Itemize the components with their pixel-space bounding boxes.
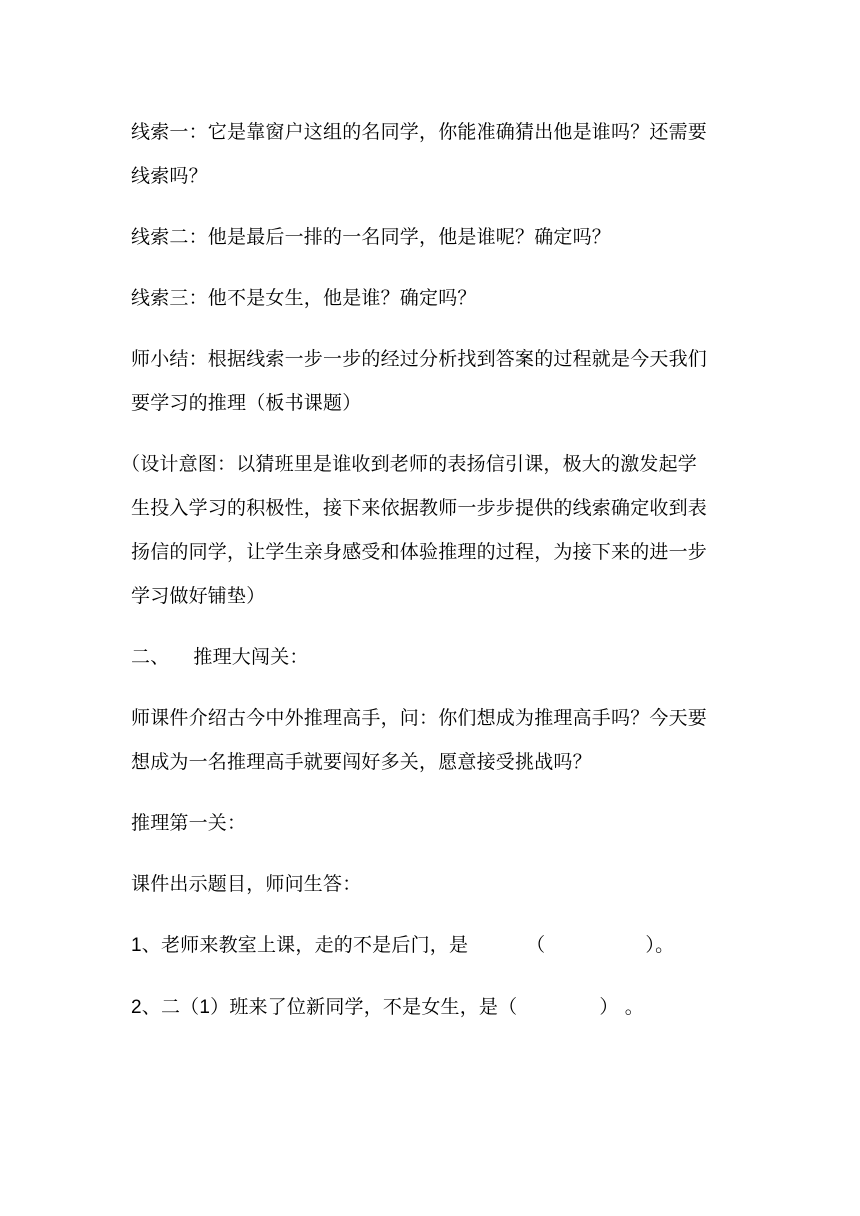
level-1-text: 推理第一关： <box>131 812 247 834</box>
section-2-number: 二、 <box>131 646 170 668</box>
question-1-text: 1、老师来教室上课，走的不是后门，是 <box>131 935 469 956</box>
question-2 <box>131 985 743 1030</box>
summary-line-2: 要学习的推理（板书课题） <box>131 392 362 414</box>
courseware-instruction <box>131 862 743 906</box>
design-line-2: 生投入学习的积极性，接下来依据教师一步步提供的线索确定收到表 <box>131 497 708 519</box>
intro-line-1: 师课件介绍古今中外推理高手，问：你们想成为推理高手吗？今天要 <box>131 707 708 729</box>
clue-2-text: 线索二：他是最后一排的一名同学，他是谁呢？确定吗？ <box>131 226 612 248</box>
intro-line-2: 想成为一名推理高手就要闯好多关，愿意接受挑战吗？ <box>131 751 592 773</box>
clue-1 <box>131 110 743 198</box>
question-1-open-paren: （ <box>526 934 546 956</box>
clue-2 <box>131 215 743 259</box>
teacher-summary <box>131 337 743 425</box>
clue-3 <box>131 276 743 320</box>
section-2-heading <box>131 635 743 679</box>
clue-1-line-2: 线索吗？ <box>131 165 208 187</box>
question-2-close-paren: ） 。 <box>599 996 644 1018</box>
section-2-title: 推理大闯关： <box>193 646 309 668</box>
summary-line-1: 师小结：根据线索一步一步的经过分析找到答案的过程就是今天我们 <box>131 348 708 370</box>
courseware-text: 课件出示题目，师问生答： <box>131 873 362 895</box>
level-1-heading <box>131 801 743 845</box>
design-intent <box>121 442 743 618</box>
design-line-4: 学习做好铺垫） <box>131 585 266 607</box>
teacher-intro <box>131 696 743 784</box>
clue-1-line-1: 线索一：它是靠窗户这组的名同学，你能准确猜出他是谁吗？还需要 <box>131 121 708 143</box>
question-2-text: 2、二（1）班来了位新同学，不是女生，是（ <box>131 997 518 1018</box>
design-line-3: 扬信的同学，让学生亲身感受和体验推理的过程，为接下来的进一步 <box>131 541 708 563</box>
question-1 <box>131 923 743 968</box>
document-page <box>121 110 743 1047</box>
question-1-close-paren: ）。 <box>645 934 675 956</box>
design-line-1: （设计意图：以猜班里是谁收到老师的表扬信引课，极大的激发起学 <box>121 453 698 475</box>
clue-3-text: 线索三：他不是女生，他是谁？确定吗？ <box>131 287 477 309</box>
